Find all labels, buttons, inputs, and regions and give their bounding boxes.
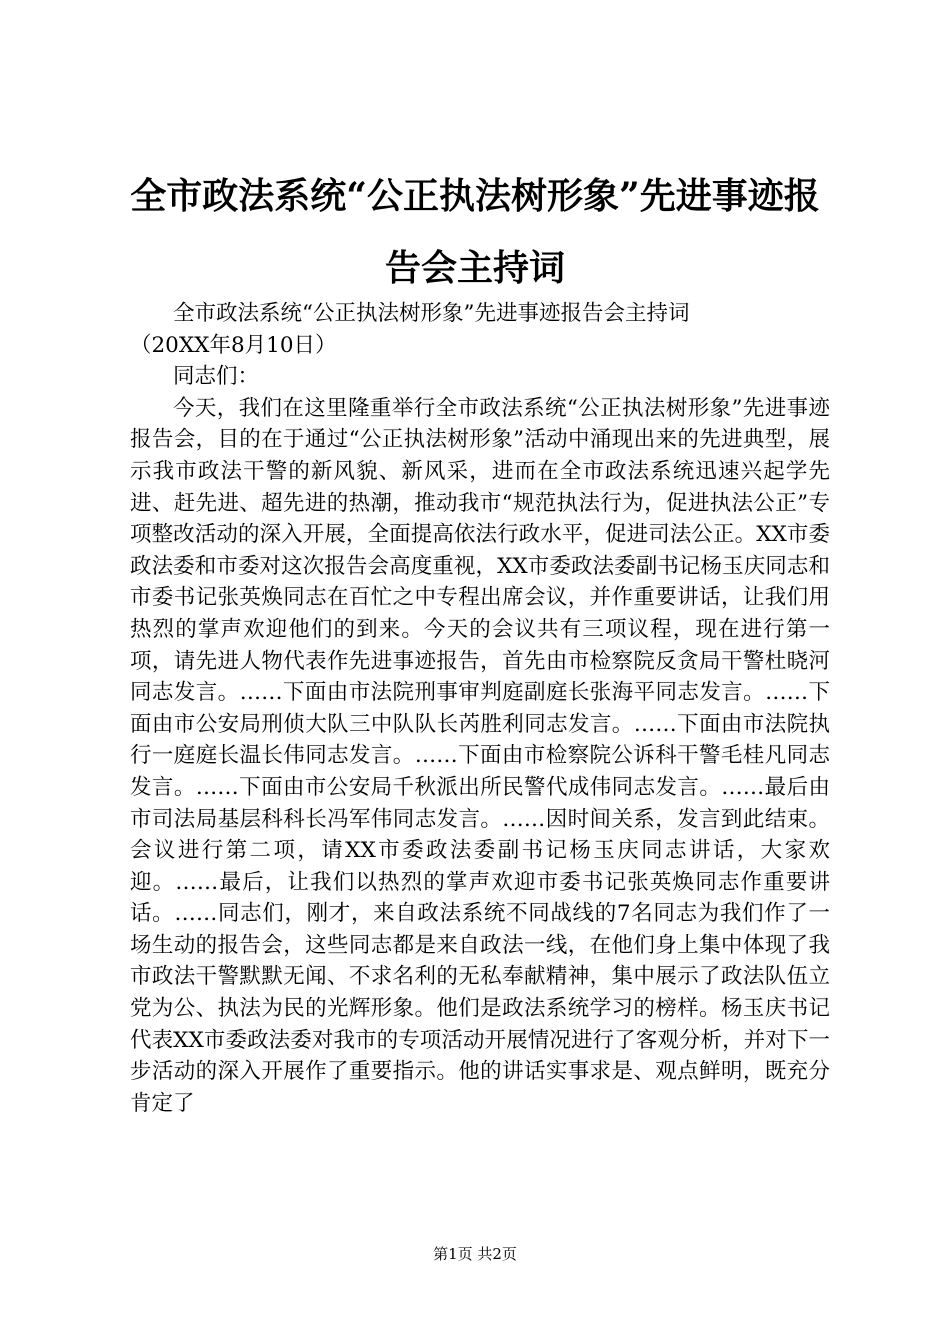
- date-line: （20XX年8月10日）: [130, 332, 337, 358]
- title-line-1: 全市政法系统“公正执法树形象”先进事迹报: [130, 175, 820, 217]
- title-line-2: 告会主持词: [384, 247, 565, 289]
- heading-paragraph: 全市政法系统“公正执法树形象”先进事迹报告会主持词: [173, 301, 690, 326]
- document-title: [100, 160, 850, 304]
- salutation: 同志们：: [173, 364, 260, 390]
- document-body: [130, 298, 830, 1119]
- main-paragraph: 今天，我们在这里隆重举行全市政法系统“公正执法树形象”先进事迹报告会，目的在于通过“公正执法树形象”活动中涌现出来的先进典型，展示我市政法干警的新风貌、新风采，进而在全市政法系统迅速兴起学先进、赶先进、超先进的热潮，推动我市“规范执法行为，促进执法公正”专项整改活动的深入开展，全面提高依法行政水平，促进司法公正。XX市委政法委和市委对这次报告会高度重视，XX市委政法委副书记杨玉庆同志和市委书记张英焕同志在百忙之中专程出席会议，并作重要讲话，让我们用热烈的掌声欢迎他们的到来。今天的会议共有三项议程，现在进行第一项，请先进人物代表作先进事迹报告，首先由市检察院反贪局干警杜晓河同志发言。……下面由市法院刑事审判庭副庭长张海平同志发言。……下面由市公安局刑侦大队三中队队长芮胜利同志发言。……下面由市法院执行一庭庭长温长伟同志发言。……下面由市检察院公诉科干警毛桂凡同志发言。……下面由市公安局千秋派出所民警代成伟同志发言。……最后由市司法局基层科科长冯军伟同志发言。……因时间关系，发言到此结束。会议进行第二项，请XX市委政法委副书记杨玉庆同志讲话，大家欢迎。……最后，让我们以热烈的掌声欢迎市委书记张英焕同志作重要讲话。……同志们，刚才，来自政法系统不同战线的7名同志为我们作了一场生动的报告会，这些同志都是来自政法一线，在他们身上集中体现了我市政法干警默默无闻、不求名利的无私奉献精神，集中展示了政法队伍立党为公、执法为民的光辉形象。他们是政法系统学习的榜样。杨玉庆书记代表XX市委政法委对我市的专项活动开展情况进行了客观分析，并对下一步活动的深入开展作了重要指示。他的讲话实事求是、观点鲜明，既充分肯定了: [130, 395, 830, 1116]
- page-footer: 第1页 共2页: [433, 1245, 517, 1263]
